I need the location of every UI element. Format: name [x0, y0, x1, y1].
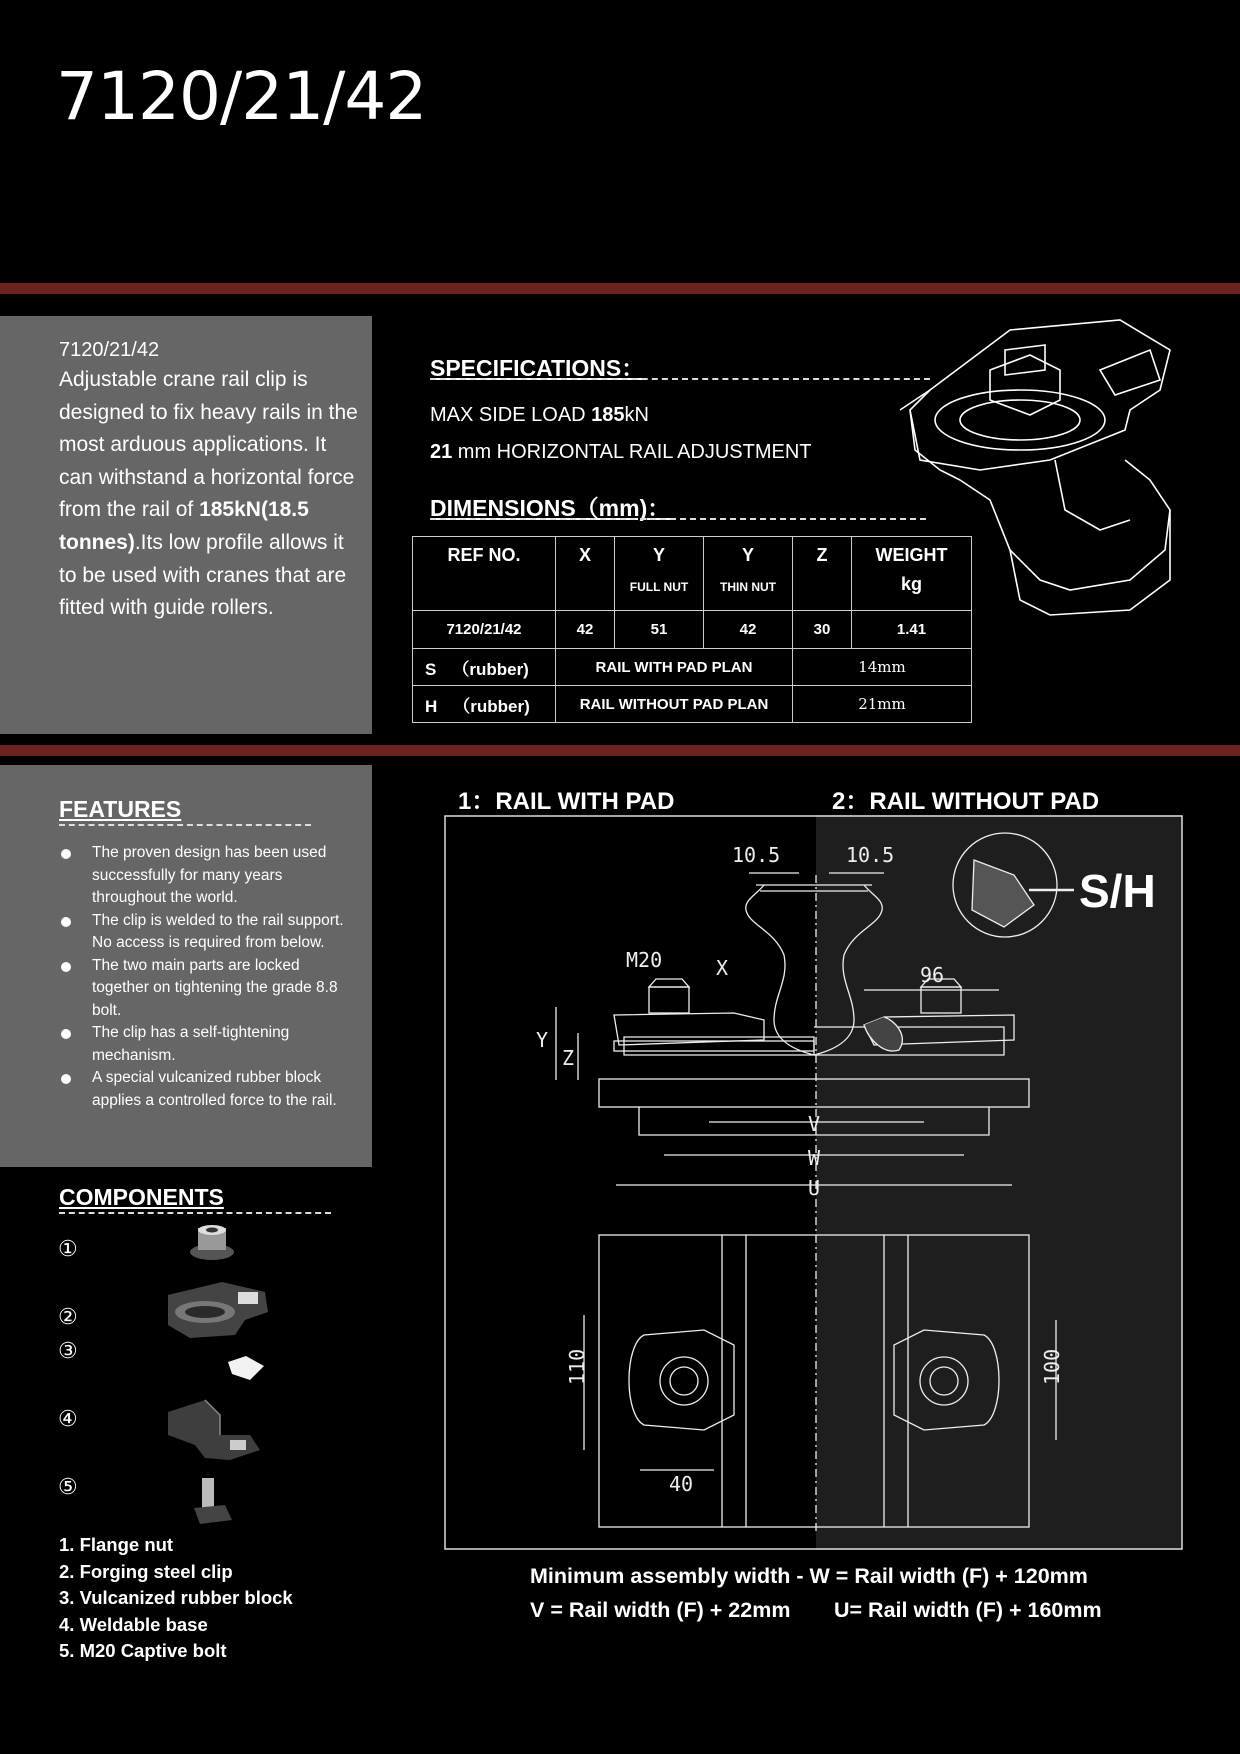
plan-clip-left [629, 1330, 734, 1430]
header-y-thin-label: Y [741, 545, 754, 565]
feature-item: The proven design has been used successfully for many years throughout the world. [58, 842, 348, 910]
label-x: X [716, 956, 729, 980]
steel-clip-image [168, 1282, 268, 1338]
cell-y-full: 51 [615, 611, 704, 649]
captive-bolt-image [194, 1478, 232, 1524]
cell-s-plan: RAIL WITH PAD PLAN [556, 649, 793, 686]
component-item: 2. Forging steel clip [59, 1560, 233, 1582]
drawing-heading-with-pad: 1：RAIL WITH PAD [458, 788, 675, 815]
header-weight-label: WEIGHT [875, 545, 948, 565]
label-w: W [808, 1146, 821, 1170]
header-y-full [615, 537, 704, 611]
header-y-full-label: Y [652, 545, 665, 565]
formula-line-2a: V = Rail width (F) + 22mm [530, 1598, 791, 1622]
cell-s-value: 14mm [793, 649, 972, 686]
feature-item: A special vulcanized rubber block applies a controlled force to the rail. [58, 1067, 348, 1112]
formula-line-1: Minimum assembly width - W = Rail width (F) + 120mm [530, 1564, 1088, 1588]
cell-weight: 1.41 [852, 611, 972, 649]
intro-text-bold: 185kN(18.5 tonnes) [59, 498, 309, 554]
dimensions-underline [430, 518, 926, 520]
cell-s-rubber: （rubber) [452, 659, 529, 679]
dim-10-5-left: 10.5 [732, 843, 781, 867]
weldable-base-image [168, 1400, 260, 1460]
component-marker-3: ③ [58, 1338, 78, 1363]
intro-text-b: .Its low profile allows it to be used with cranes that are fitted with guide rollers. [59, 530, 347, 620]
technical-drawing [444, 815, 1184, 1551]
cell-h-material [413, 686, 556, 723]
spec-max-side-load [430, 404, 649, 427]
intro-code: 7120/21/42 [59, 339, 160, 361]
drawing-heading-without-pad: 2：RAIL WITHOUT PAD [832, 788, 1100, 815]
features-heading: FEATURES [59, 796, 182, 822]
header-y-thin [704, 537, 793, 611]
formula-line-2b: U= Rail width (F) + 160mm [834, 1598, 1102, 1622]
cell-z: 30 [793, 611, 852, 649]
cell-ref: 7120/21/42 [413, 611, 556, 649]
rail-pad [614, 1041, 814, 1051]
component-marker-1: ① [58, 1236, 78, 1261]
dimensions-heading: DIMENSIONS（mm)： [430, 495, 671, 521]
spec-rail-adjustment [430, 441, 812, 464]
table-header-row [413, 537, 972, 611]
cell-h-value: 21mm [793, 686, 972, 723]
feature-item: The clip is welded to the rail support. No access is required from below. [58, 910, 348, 955]
specifications-underline [430, 378, 930, 380]
dim-100: 100 [1040, 1348, 1064, 1385]
spec-line1-unit: kN [624, 404, 649, 426]
features-list [58, 842, 348, 1112]
feature-item: The clip has a self-tightening mechanism. [58, 1022, 348, 1067]
table-row-pad-s [413, 649, 972, 686]
label-m20: M20 [626, 948, 663, 972]
cell-h-plan: RAIL WITHOUT PAD PLAN [556, 686, 793, 723]
label-z: Z [562, 1046, 575, 1070]
flange-nut-image [190, 1225, 234, 1260]
cell-x: 42 [556, 611, 615, 649]
components-list [59, 1532, 293, 1665]
component-marker-2: ② [58, 1304, 78, 1329]
cell-s-code: S [425, 659, 437, 679]
page-title: 7120/21/42 [56, 58, 427, 135]
cell-h-rubber: （rubber) [453, 696, 530, 716]
cell-h-code: H [425, 696, 438, 716]
dim-110: 110 [565, 1348, 589, 1385]
feature-item: The two main parts are locked together on tightening the grade 8.8 bolt. [58, 955, 348, 1023]
components-heading: COMPONENTS [59, 1184, 224, 1210]
nut-left [649, 987, 689, 1013]
label-sh: S/H [1079, 865, 1156, 917]
label-u: U [808, 1176, 821, 1200]
divider-bar-top [0, 283, 1240, 294]
component-item: 4. Weldable base [59, 1613, 208, 1635]
cell-y-thin: 42 [704, 611, 793, 649]
header-weight-unit: kg [900, 574, 922, 594]
components-images [150, 1220, 280, 1530]
spec-line1-value: 185 [591, 404, 625, 426]
component-marker-4: ④ [58, 1406, 78, 1431]
cell-s-material [413, 649, 556, 686]
dim-10-5-right: 10.5 [846, 843, 895, 867]
table-row-pad-h [413, 686, 972, 723]
specifications-heading: SPECIFICATIONS： [430, 355, 645, 381]
component-item: 1. Flange nut [59, 1534, 174, 1555]
component-marker-5: ⑤ [58, 1474, 78, 1499]
intro-text-a: Adjustable crane rail clip is designed to fix heavy rails in the most arduous applications. It can withstand a horizontal force from the rail of [59, 368, 358, 522]
spec-line2-value: 21 [430, 441, 453, 463]
spec-line1-label: MAX SIDE LOAD [430, 404, 592, 426]
features-underline [59, 824, 311, 826]
header-full-nut: FULL NUT [629, 580, 689, 594]
intro-text [59, 336, 359, 625]
label-y: Y [536, 1028, 549, 1052]
dimensions-table [412, 536, 972, 723]
label-v: V [808, 1112, 821, 1136]
rubber-block-image [228, 1356, 264, 1380]
table-row [413, 611, 972, 649]
component-item: 3. Vulcanized rubber block [59, 1587, 293, 1608]
components-underline [59, 1212, 331, 1214]
header-x: X [556, 537, 615, 611]
rail-profile-left [746, 885, 814, 1055]
header-ref-no: REF NO. [413, 537, 556, 611]
header-z: Z [793, 537, 852, 611]
dim-40: 40 [669, 1472, 694, 1496]
spec-line2-label: mm HORIZONTAL RAIL ADJUSTMENT [452, 441, 812, 463]
header-weight [852, 537, 972, 611]
dim-96: 96 [920, 963, 945, 987]
divider-bar-middle [0, 745, 1240, 756]
header-thin-nut: THIN NUT [720, 580, 776, 594]
component-item: 5. M20 Captive bolt [59, 1640, 227, 1661]
